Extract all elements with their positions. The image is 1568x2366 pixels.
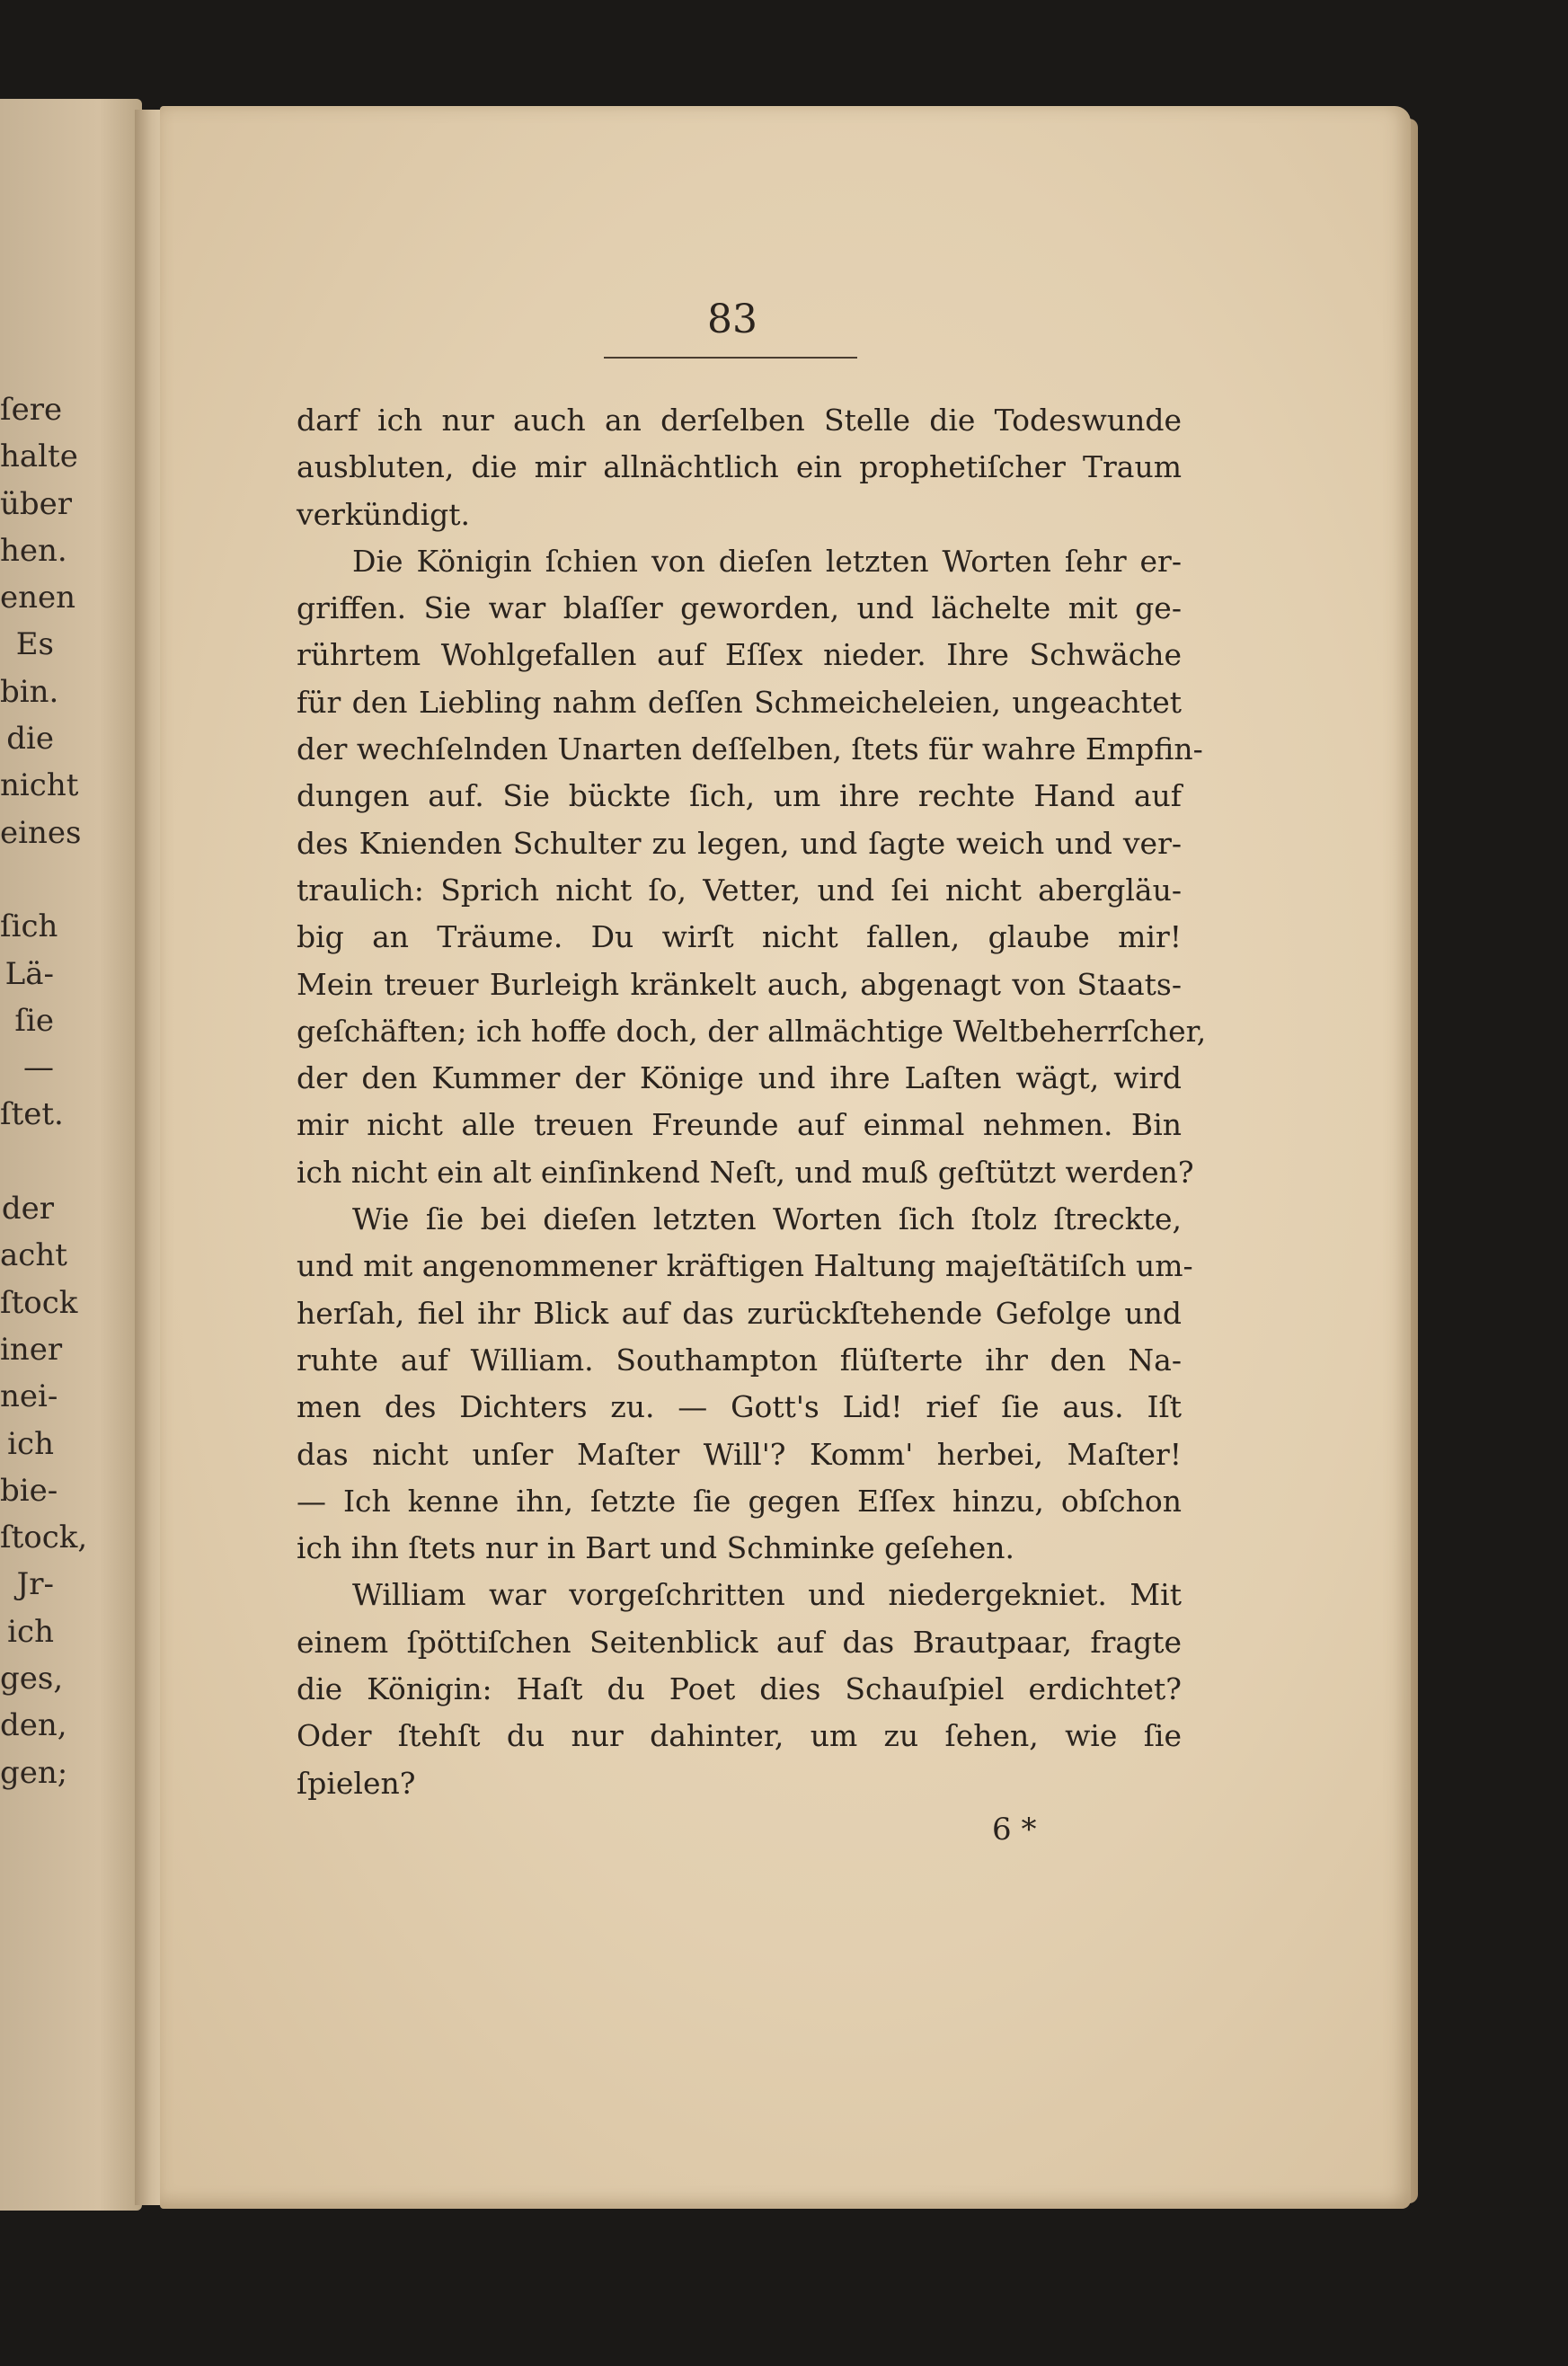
text-line: ich ihn ſtets nur in Bart und Schminke geſehen. [297,1530,1015,1566]
text-line: rührtem Wohlgefallen auf Eſſex nieder. Ihre Schwäche [297,637,1182,673]
margin-fragment: ich [7,1613,54,1650]
text-line: Mein treuer Burleigh kränkelt auch, abgenagt von Staats- [297,966,1182,1002]
margin-fragment: nicht [0,767,79,804]
margin-fragment: Es [15,626,54,663]
text-line: traulich: Sprich nicht ſo, Vetter, und ſei nicht abergläu- [297,872,1182,908]
text-line: mir nicht alle treuen Freunde auf einmal nehmen. Bin [297,1107,1182,1143]
text-line: ausbluten, die mir allnächtlich ein prophetiſcher Traum [297,449,1182,485]
margin-fragment [0,1139,54,1185]
margin-fragment: ſie [14,1002,54,1039]
margin-fragment: iner [0,1331,63,1368]
margin-fragment: enen [0,580,76,616]
text-line: darf ich nur auch an derſelben Stelle die Todeswunde [297,403,1182,438]
text-line: griffen. Sie war blaſſer geworden, und lächelte mit ge- [297,590,1182,626]
text-line: ſpielen? [297,1765,416,1801]
text-line: Die Königin ſchien von dieſen letzten Worten ſehr er- [352,543,1182,579]
text-line: für den Liebling nahm deſſen Schmeicheleien, ungeachtet [297,684,1182,720]
text-line: big an Träume. Du wirſt nicht fallen, glaube mir! [297,919,1182,955]
text-line: einem ſpöttiſchen Seitenblick auf das Brautpaar, fragte [297,1624,1182,1660]
margin-fragment: ich [7,1425,54,1462]
text-line: das nicht unſer Maſter Will'? Komm' herbei, Maſter! [297,1436,1182,1472]
left-page-margin-text [0,386,88,1796]
margin-fragment: nei- [0,1378,58,1415]
margin-fragment: Lä- [4,955,54,992]
margin-fragment: ſtet. [0,1096,64,1133]
margin-fragment: den, [0,1707,67,1744]
header-rule [604,357,857,359]
text-line: die Königin: Haſt du Poet dies Schauſpiel erdichtet? [297,1671,1182,1707]
margin-fragment: ſich [0,908,58,945]
text-line: geſchäften; ich hoffe doch, der allmächtige Weltbeherrſcher, [297,1013,1207,1049]
margin-fragment: der [1,1191,54,1227]
text-line: men des Dichters zu. — Gott's Lid! rief ſie aus. Iſt [297,1389,1182,1425]
margin-fragment: hen. [0,532,67,569]
page-number: 83 [707,297,757,342]
body-text [297,397,1207,1807]
text-line: der den Kummer der Könige und ihre Laſten wägt, wird [297,1060,1182,1096]
text-line: der wechſelnden Unarten deſſelben, ſtets für wahre Empfin- [297,731,1203,767]
text-line: Wie ſie bei dieſen letzten Worten ſich ſtolz ſtreckte, [352,1201,1182,1237]
text-line: ruhte auf William. Southampton flüſterte ihr den Na- [297,1342,1182,1378]
margin-fragment: bin. [0,673,59,710]
margin-fragment: gen; [0,1754,68,1791]
margin-fragment: die [6,721,54,758]
text-line: des Knienden Schulter zu legen, und ſagte weich und ver- [297,825,1182,861]
text-line: und mit angenommener kräftigen Haltung majeſtätiſch um- [297,1248,1193,1284]
text-line: — Ich kenne ihn, ſetzte ſie gegen Eſſex hinzu, obſchon [297,1483,1182,1519]
margin-fragment: ſtock [0,1284,78,1321]
margin-fragment: ges, [0,1661,64,1697]
margin-fragment: Jr- [16,1566,54,1603]
margin-fragment: eines [0,814,82,851]
margin-fragment: ſere [0,392,63,428]
text-line: herſah, fiel ihr Blick auf das zurückſtehende Gefolge und [297,1295,1182,1331]
margin-fragment: bie- [0,1472,58,1509]
margin-fragment: halte [0,439,78,475]
text-line: verkündigt. [297,496,471,532]
signature-mark: 6 * [992,1812,1037,1848]
margin-fragment: acht [0,1237,67,1274]
margin-fragment: — [23,1050,54,1086]
text-line: dungen auf. Sie bückte ſich, um ihre rechte Hand auf [297,778,1182,814]
text-line: Oder ſtehſt du nur dahinter, um zu ſehen, wie ſie [297,1718,1182,1754]
margin-fragment [0,856,54,903]
text-line: William war vorgeſchritten und niedergekniet. Mit [352,1577,1182,1613]
margin-fragment: ſtock, [0,1520,88,1556]
margin-fragment: über [0,485,73,522]
text-line: ich nicht ein alt einſinkend Neſt, und muß geſtützt werden? [297,1154,1194,1190]
